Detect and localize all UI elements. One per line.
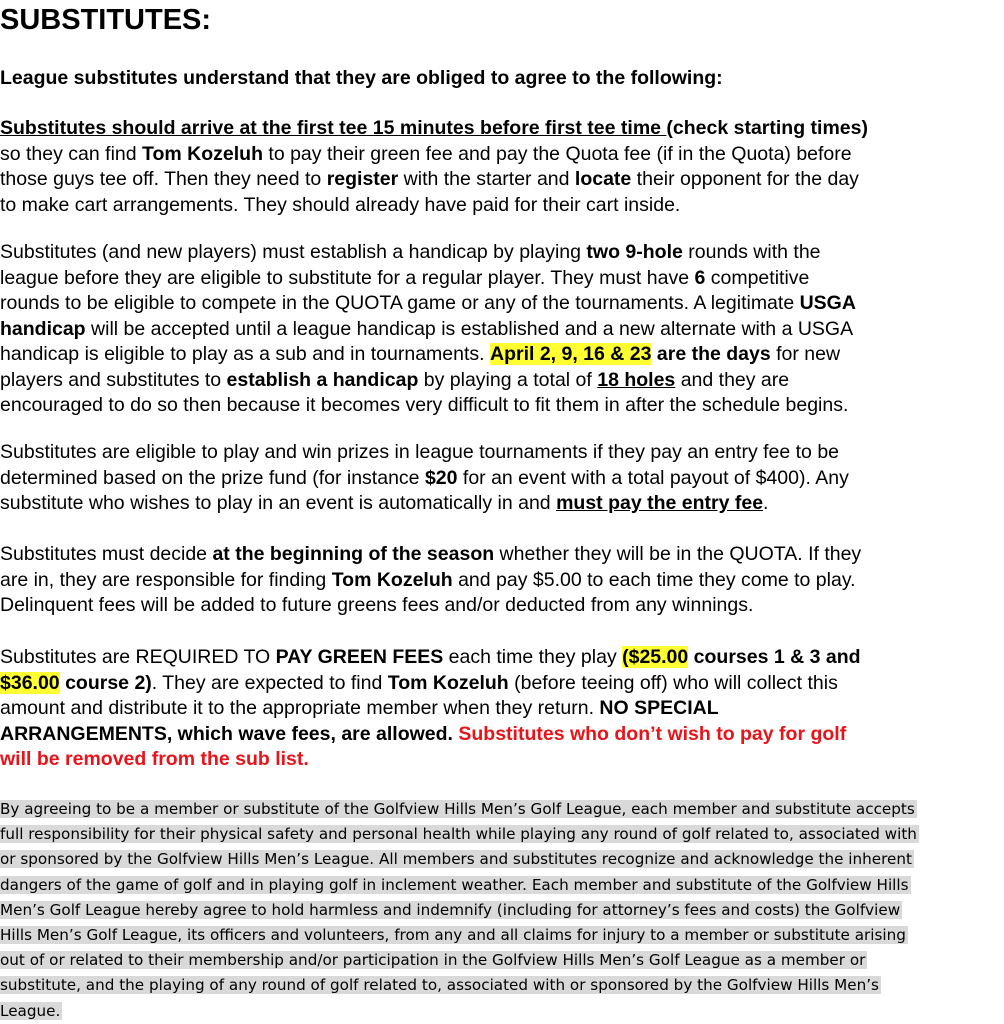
waiver-line: out of or related to their membership and/or participation in the Golfview Hills Men’s Golf League as a member or: [0, 951, 866, 970]
waiver-line: full responsibility for their physical safety and personal health while playing any round of golf related to, associated with: [0, 825, 917, 844]
paragraph-line: Substitutes are eligible to play and win prizes in league tournaments if they pay an entry fee to be: [0, 441, 840, 463]
removal-warning: Substitutes who don’t wish to pay for golf: [458, 722, 847, 745]
paragraph-line: substitute who wishes to play in an event is automatically in and must pay the entry fee.: [0, 492, 769, 514]
paragraph-line: to make cart arrangements. They should already have paid for their cart inside.: [0, 193, 681, 216]
paragraph-line: are in, they are responsible for finding Tom Kozeluh and pay $5.00 to each time they come to play.: [0, 568, 856, 591]
paragraph-line: players and substitutes to establish a handicap by playing a total of 18 holes and they are: [0, 368, 790, 391]
paragraph-line: Substitutes must decide at the beginning of the season whether they will be in the QUOTA. If they: [0, 543, 862, 565]
arrival-rule: Substitutes should arrive at the first tee 15 minutes before first tee time: [0, 117, 667, 139]
paragraph-line: [0, 116, 1004, 142]
waiver-line: League.: [0, 1001, 61, 1020]
handicap-paragraph: [0, 240, 1004, 419]
paragraph-line: those guys tee off. Then they need to register with the starter and locate their opponent for the day: [0, 168, 859, 190]
check-times-note: (check starting times): [666, 117, 868, 139]
paragraph-line: handicap will be accepted until a league handicap is established and a new alternate with a USGA: [0, 317, 854, 340]
waiver-line: substitute, and the playing of any round of golf related to, associated with or sponsored by the Golfview Hills Men’s: [0, 976, 879, 995]
entry-fee-note: must pay the entry fee: [556, 492, 764, 514]
fee-highlight: $36.00: [0, 671, 60, 694]
paragraph-line: amount and distribute it to the appropriate member when they return. NO SPECIAL: [0, 697, 719, 719]
paragraph-line: Delinquent fees will be added to future greens fees and/or deducted from any winnings.: [0, 594, 754, 616]
paragraph-line: league before they are eligible to substitute for a regular player. They must have 6 competitive: [0, 266, 810, 289]
fee-highlight: ($25.00: [622, 646, 689, 668]
quota-paragraph: [0, 542, 1004, 619]
waiver-line: By agreeing to be a member or substitute of the Golfview Hills Men’s Golf League, each member and substitute accepts: [0, 800, 915, 818]
arrival-paragraph: [0, 116, 1004, 218]
tournament-paragraph: [0, 440, 1004, 517]
paragraph-line: determined based on the prize fund (for instance $20 for an event with a total payout of $400). Any: [0, 466, 849, 489]
green-fees-paragraph: [0, 645, 1004, 773]
waiver-line: dangers of the game of golf and in playing golf in inclement weather. Each member and substitute of the Golfview Hills: [0, 875, 909, 894]
intro-heading: League substitutes understand that they are obliged to agree to the following:: [0, 67, 723, 89]
liability-waiver: [0, 797, 1004, 1024]
paragraph-line: rounds to be eligible to compete in the QUOTA game or any of the tournaments. A legitimate USGA: [0, 292, 856, 314]
paragraph-line: $36.00 course 2). They are expected to find Tom Kozeluh (before teeing off) who will collect this: [0, 671, 838, 694]
paragraph-line: ARRANGEMENTS, which wave fees, are allowed. Substitutes who don’t wish to pay for golf: [0, 722, 847, 745]
paragraph-line: encouraged to do so then because it becomes very difficult to fit them in after the schedule begins.: [0, 394, 849, 416]
handicap-dates-highlight: April 2, 9, 16 & 23: [489, 343, 652, 365]
paragraph-line: so they can find Tom Kozeluh to pay their green fee and pay the Quota fee (if in the Quota) before: [0, 142, 852, 165]
waiver-line: or sponsored by the Golfview Hills Men’s League. All members and substitutes recognize and acknowledge the inherent: [0, 850, 912, 869]
waiver-line: Hills Men’s Golf League, its officers and volunteers, from any and all claims for injury to a member or substitute arising: [0, 926, 906, 945]
waiver-line: Men’s Golf League hereby agree to hold harmless and indemnify (including for attorney’s fees and costs) the Golfview: [0, 900, 901, 919]
contact-name: Tom Kozeluh: [142, 142, 263, 165]
paragraph-line: Substitutes (and new players) must establish a handicap by playing two 9-hole rounds with the: [0, 241, 821, 263]
removal-warning: will be removed from the sub list.: [0, 748, 309, 770]
paragraph-line: handicap is eligible to play as a sub and in tournaments. April 2, 9, 16 & 23 are the days for new: [0, 343, 841, 365]
paragraph-line: Substitutes are REQUIRED TO PAY GREEN FEES each time they play ($25.00 courses 1 & 3 and: [0, 646, 861, 668]
page-title: SUBSTITUTES:: [0, 4, 212, 36]
